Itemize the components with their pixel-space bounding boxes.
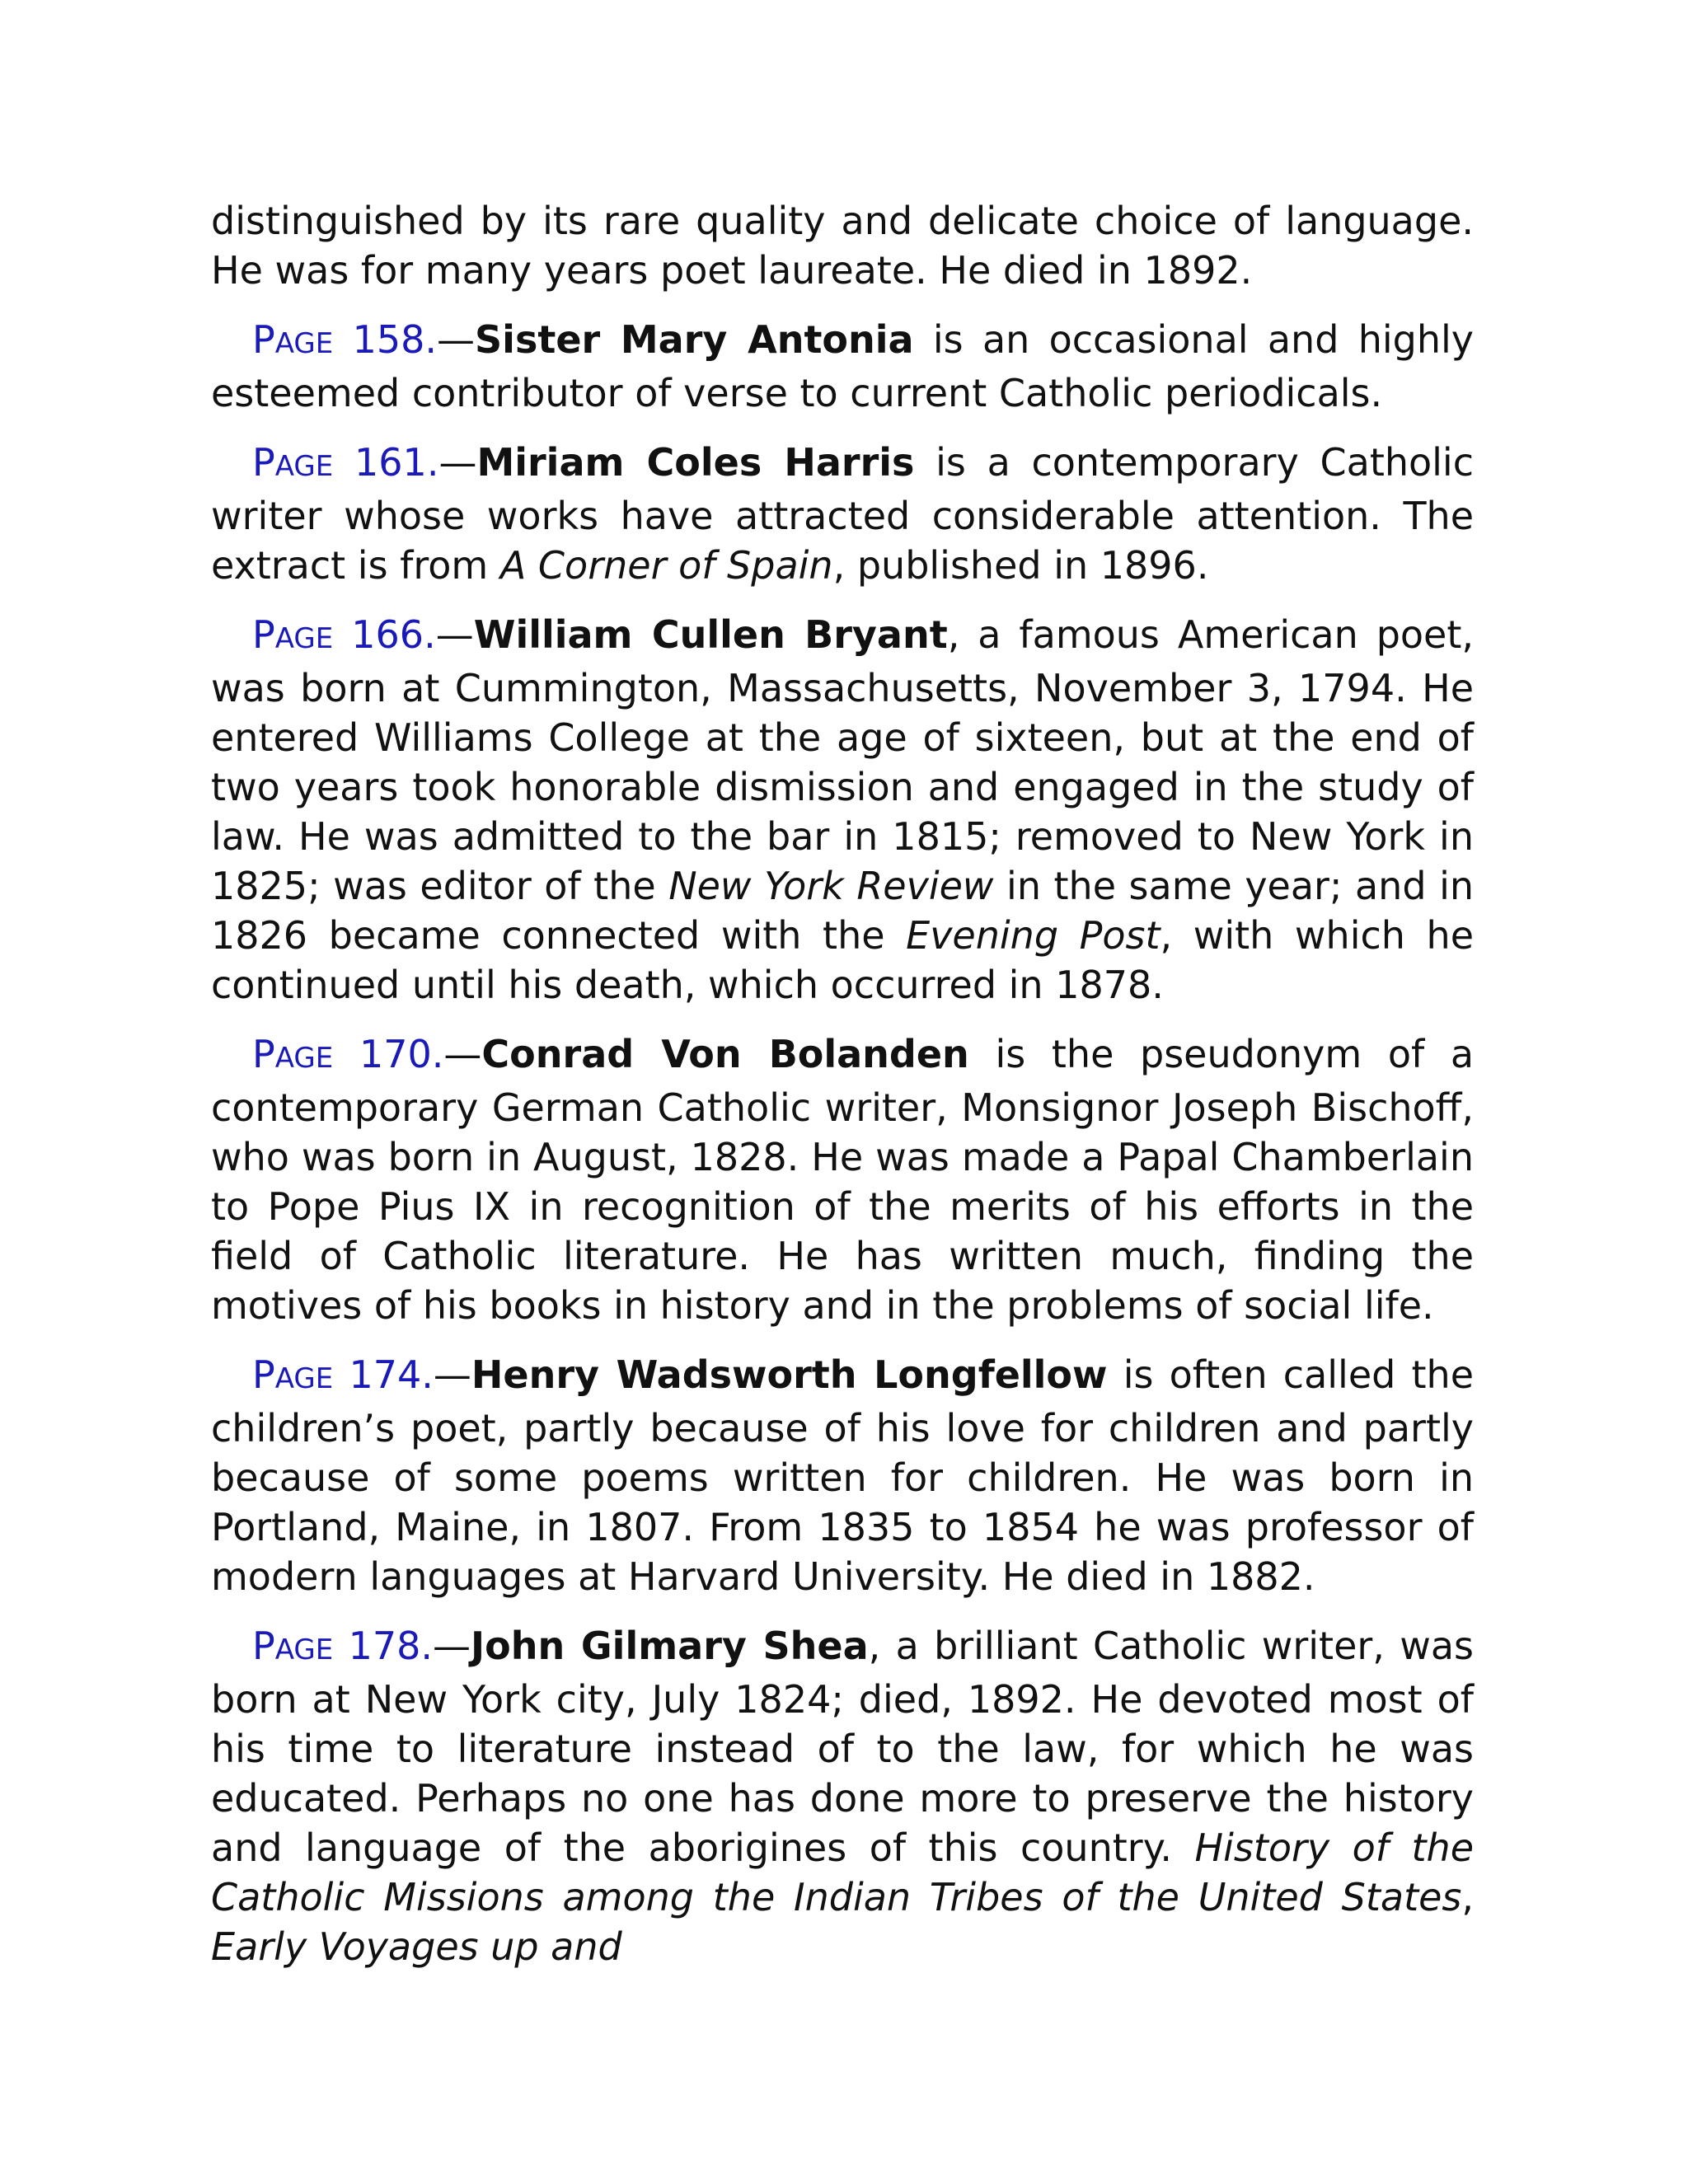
page-161-link[interactable]: PAGE 161. bbox=[252, 440, 439, 485]
em-dash: — bbox=[433, 1624, 471, 1668]
document-page bbox=[211, 196, 1474, 1991]
work-title: Evening Post bbox=[906, 913, 1160, 958]
paragraph-text: is an occasional and highly esteemed contributor of verse to current Catholic periodicals. bbox=[211, 317, 1474, 415]
paragraph-text: , published in 1896. bbox=[832, 543, 1209, 588]
note-henry-wadsworth-longfellow bbox=[211, 1350, 1474, 1601]
author-name: Miriam Coles Harris bbox=[476, 440, 915, 485]
paragraph-text: distinguished by its rare quality and delicate choice of language. He was for many years poet laureate. He died in 1892. bbox=[211, 199, 1474, 293]
author-name: Henry Wadsworth Longfellow bbox=[471, 1352, 1108, 1397]
paragraph-text: , a brilliant Catholic writer, was born at New York city, July 1824; died, 1892. He devoted most of his time to literature instead of to the law, for which he was educated. Perhaps no one has done more to preserve the history and language of the aborigines of this country. bbox=[211, 1624, 1474, 1870]
note-conrad-von-bolanden bbox=[211, 1029, 1474, 1330]
work-title: A Corner of Spain bbox=[499, 543, 833, 588]
author-name: William Cullen Bryant bbox=[473, 612, 948, 657]
em-dash: — bbox=[435, 612, 474, 657]
work-title: Early Voyages up and bbox=[211, 1924, 622, 1969]
note-sister-mary-antonia bbox=[211, 315, 1474, 418]
paragraph-text: , with which he continued until his death, which occurred in 1878. bbox=[211, 913, 1474, 1007]
note-miriam-coles-harris bbox=[211, 438, 1474, 590]
paragraph-text: is often called the children’s poet, partly because of his love for children and partly because of some poems written for children. He was born in Portland, Maine, in 1807. From 1835 to 1854 he was professor of modern languages at Harvard University. He died in 1882. bbox=[211, 1352, 1474, 1599]
work-title: New York Review bbox=[668, 864, 994, 908]
page-166-link[interactable]: PAGE 166. bbox=[252, 612, 436, 657]
paragraph-text: is the pseudonym of a contemporary German Catholic writer, Monsignor Joseph Bischoff, who was born in August, 1828. He was made a Papal Chamberlain to Pope Pius IX in recognition of the merits of his efforts in the field of Catholic literature. He has written much, finding the motives of his books in history and in the problems of social life. bbox=[211, 1032, 1475, 1328]
author-name: John Gilmary Shea bbox=[471, 1624, 869, 1668]
work-title: History of the Catholic Missions among the Indian Tribes of the United States bbox=[211, 1825, 1474, 1919]
note-john-gilmary-shea bbox=[211, 1621, 1474, 1971]
author-name: Sister Mary Antonia bbox=[475, 317, 914, 362]
page-170-link[interactable]: PAGE 170. bbox=[252, 1032, 444, 1076]
paragraph-text: , bbox=[1461, 1875, 1474, 1919]
em-dash: — bbox=[443, 1032, 482, 1076]
em-dash: — bbox=[438, 440, 477, 485]
page-158-link[interactable]: PAGE 158. bbox=[252, 317, 438, 362]
author-name: Conrad Von Bolanden bbox=[481, 1032, 969, 1076]
paragraph-text: , a famous American poet, was born at Cummington, Massachusetts, November 3, 1794. He entered Williams College at the age of sixteen, but at the end of two years took honorable dismission and engaged in the study of law. He was admitted to the bar in 1815; removed to New York in 1825; was editor of the bbox=[211, 612, 1475, 908]
paragraph-continuation bbox=[211, 196, 1474, 295]
page-174-link[interactable]: PAGE 174. bbox=[252, 1352, 434, 1397]
em-dash: — bbox=[433, 1352, 471, 1397]
page-178-link[interactable]: PAGE 178. bbox=[252, 1624, 434, 1668]
paragraph-text: is a contemporary Catholic writer whose works have attracted considerable attention. The extract is from bbox=[211, 440, 1475, 588]
em-dash: — bbox=[437, 317, 476, 362]
paragraph-text: in the same year; and in 1826 became connected with the bbox=[211, 864, 1474, 958]
note-william-cullen-bryant bbox=[211, 610, 1474, 1010]
